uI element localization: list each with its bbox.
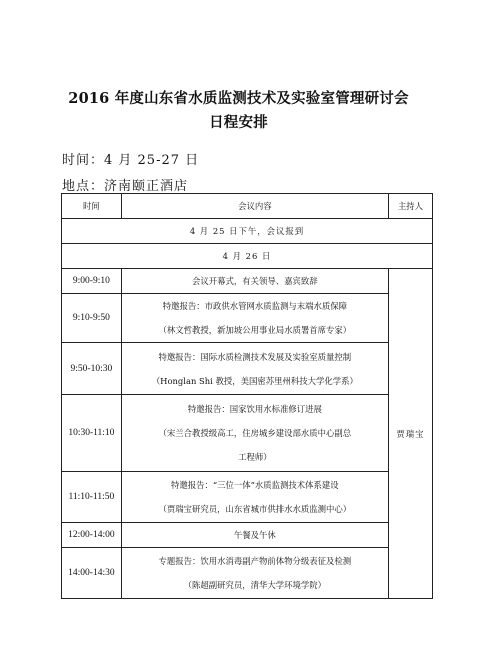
- session-speaker: （林文哲教授，新加坡公用事业局水质署首席专家）: [158, 325, 352, 335]
- session-speaker: （贾瑞宝研究员，山东省城市供排水水质监测中心）: [158, 504, 352, 514]
- day-registration: 4 月 25 日下午，会议报到: [62, 219, 433, 244]
- day-header: 4 月 26 日: [62, 244, 433, 269]
- session-title: 特邀报告：“三位一体”水质监测技术体系建设: [171, 480, 339, 490]
- session-title: 特邀报告：国家饮用水标准修订进展: [187, 404, 322, 414]
- session-host: 贾瑞宝: [388, 269, 432, 599]
- session-content: [121, 472, 388, 523]
- table-row: [62, 343, 433, 395]
- session-content: [121, 523, 388, 548]
- session-speaker: （Honglan Shi 教授，美国密苏里州科技大学化学系）: [151, 375, 358, 386]
- table-row: [62, 294, 433, 343]
- table-header-row: [62, 194, 433, 219]
- session-time: 14:00-14:30: [62, 548, 122, 599]
- session-title: 特邀报告：市政供水管网水质监测与末端水质保障: [162, 301, 347, 311]
- header-host: 主持人: [388, 194, 432, 219]
- session-time: 9:50-10:30: [62, 343, 122, 395]
- table-row: [62, 395, 433, 472]
- session-content: [121, 294, 388, 343]
- session-title: 特邀报告：国际水质检测技术发展及实验室质量控制: [158, 351, 352, 362]
- session-content: [121, 395, 388, 472]
- session-content: [121, 343, 388, 395]
- session-speaker-cont: 工程师）: [238, 452, 272, 462]
- meeting-time: 时间：4 月 25-27 日: [62, 153, 200, 168]
- session-title: 午餐及午休: [233, 530, 276, 540]
- session-time: 10:30-11:10: [62, 395, 122, 472]
- table-row: [62, 269, 433, 294]
- session-content: [121, 548, 388, 599]
- session-speaker: （陈超副研究员，清华大学环境学院）: [183, 580, 327, 590]
- session-time: 11:10-11:50: [62, 472, 122, 523]
- session-title: 专题报告：饮用水消毒副产物前体物分级表征及检测: [158, 556, 352, 566]
- document-title: 2016 年度山东省水质监测技术及实验室管理研讨会: [68, 90, 409, 107]
- session-title: 会议开幕式，有关领导、嘉宾致辞: [192, 276, 318, 286]
- table-row: [62, 548, 433, 599]
- table-row: [62, 219, 433, 244]
- header-content: 会议内容: [121, 194, 388, 219]
- header-time: 时间: [62, 194, 122, 219]
- table-row: [62, 244, 433, 269]
- session-content: [121, 269, 388, 294]
- session-time: 12:00-14:00: [62, 523, 122, 548]
- session-time: 9:10-9:50: [62, 294, 122, 343]
- schedule-table: [61, 193, 433, 599]
- table-row: [62, 523, 433, 548]
- table-row: [62, 472, 433, 523]
- session-time: 9:00-9:10: [62, 269, 122, 294]
- meeting-place: 地点：济南颐正酒店: [62, 179, 189, 194]
- session-speaker: （宋兰合教授级高工，住房城乡建设部水质中心副总: [158, 428, 352, 438]
- document-subtitle: 日程安排: [209, 114, 268, 131]
